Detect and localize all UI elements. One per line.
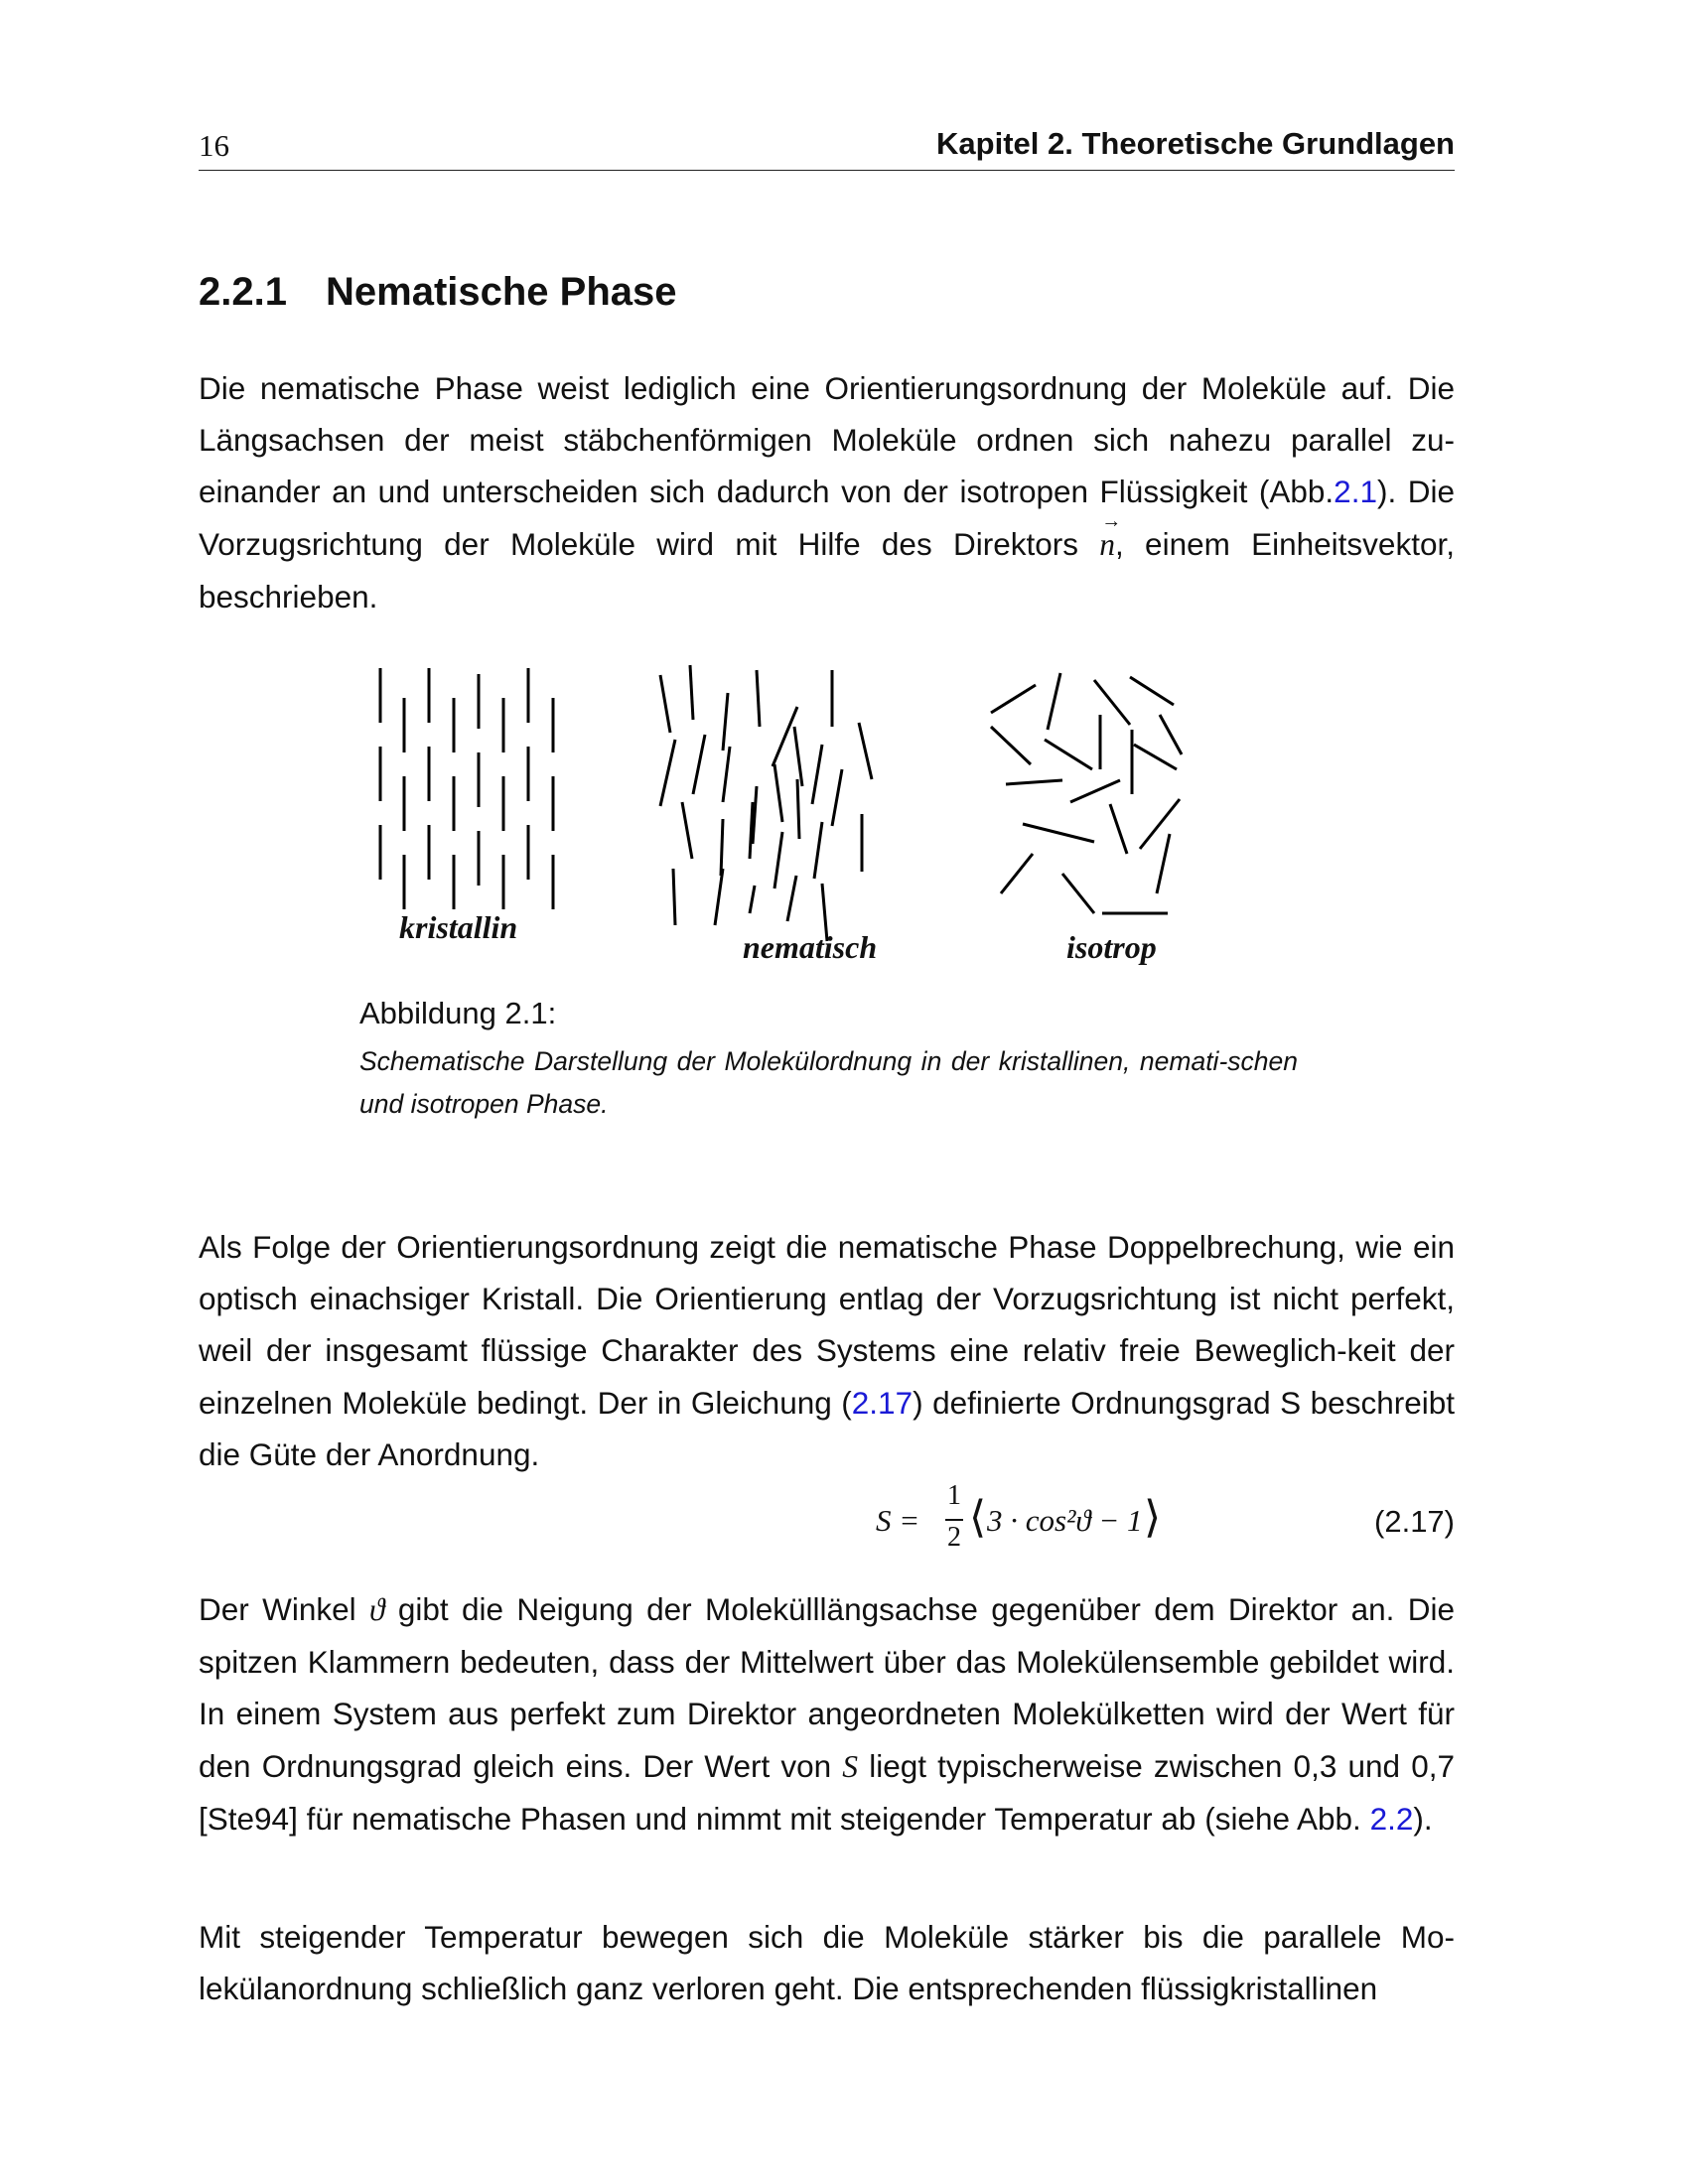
equation-lhs: S = [876,1503,920,1538]
paragraph-3-text-end: ). [1413,1800,1433,1837]
nematic-rods [660,665,872,941]
page-number: 16 [199,128,229,163]
s-symbol: S [842,1748,859,1784]
paragraph-1-text: Die nematische Phase weist lediglich eine Orientierungsordnung der Moleküle auf. Die Längsachsen der meist stäbchenförmigen Moleküle ordnen sich nahezu parallel zu-einander an und unterscheiden sich dadurch von der isotropen Flüssigkeit (Abb. [199,370,1455,510]
fraction-numerator: 1 [947,1480,961,1511]
paragraph-3 [199,1583,1455,1844]
molecule-diagram [357,655,1331,953]
paragraph-3-text: Der Winkel [199,1591,370,1627]
label-isotrop: isotrop [1066,929,1157,965]
molecule-order-figure [357,655,1331,993]
figure-caption-text: Schematische Darstellung der Molekülordnung in der kristallinen, nemati-schen und isotropen Phase. [359,1046,1298,1119]
label-kristallin: kristallin [399,909,518,945]
equation-2-17 [199,1480,1455,1573]
label-nematisch: nematisch [743,929,878,965]
paragraph-2-text: Als Folge der Orientierungsordnung zeigt die nematische Phase Doppelbrechung, wie ein optisch einachsiger Kristall. Die Orientierung entlag der Vorzugsrichtung ist nicht perfekt, weil der insgesamt flüssige Charakter des Systems eine relativ freie Beweglich-keit der einzelnen Moleküle bedingt. Der in Gleichung ( [199,1229,1455,1421]
running-title: Kapitel 2. Theoretische Grundlagen [936,126,1455,161]
figure-link-2-2[interactable]: 2.2 [1369,1800,1414,1837]
isotropic-rods [991,673,1182,913]
equation-expression: 3 · cos²ϑ − 1 [987,1503,1143,1538]
paragraph-2-text-end: ) definierte Ordnungsgrad S beschreibt die Güte der Anordnung. [199,1384,1455,1472]
angle-bracket-right: ⟩ [1144,1493,1162,1542]
section-title: Nematische Phase [326,270,677,314]
equation-link-2-17[interactable]: 2.17 [851,1384,914,1421]
angle-bracket-left: ⟨ [969,1493,987,1542]
page-header [199,124,1455,171]
fraction-denominator: 2 [947,1522,961,1553]
section-heading [199,270,677,315]
director-symbol: → n [1099,509,1122,562]
paragraph-3-text-cont: gibt die Neigung der Molekülllängsachse gegenüber dem Direktor an. Die spitzen Klammern bedeuten, dass der Mittelwert über das Molekülensemble gebildet wird. In einem System aus perfekt zum Direktor angeordneten Molekülketten wird der Wert für den Ordnungsgrad gleich eins. Der Wert von [199,1591,1455,1784]
theta-symbol: ϑ [369,1592,385,1627]
paragraph-1-text-cont: ). Die Vorzugsrichtung der Moleküle wird mit Hilfe des Direktors [199,474,1456,562]
figure-caption-title: Abbildung 2.1: [359,996,557,1030]
crystalline-rods [380,668,553,909]
equation-number: (2.17) [1374,1504,1455,1539]
paragraph-2 [199,1221,1455,1480]
figure-link-2-1[interactable]: 2.1 [1334,474,1377,510]
paragraph-4: Mit steigender Temperatur bewegen sich die Moleküle stärker bis die parallele Mo-lekülanordnung schließlich ganz verloren geht. Die entsprechenden flüssigkristallinen [199,1919,1455,2007]
section-number: 2.2.1 [199,270,287,314]
paragraph-3-text-cont-2: liegt typischerweise zwischen 0,3 und 0,7 [Ste94] für nematische Phasen und nimmt mit steigender Temperatur ab (siehe Abb. [199,1747,1455,1837]
paragraph-1 [199,362,1455,622]
fraction-bar [945,1519,963,1521]
paragraph-1-text-end: , einem Einheitsvektor, beschrieben. [199,525,1455,614]
